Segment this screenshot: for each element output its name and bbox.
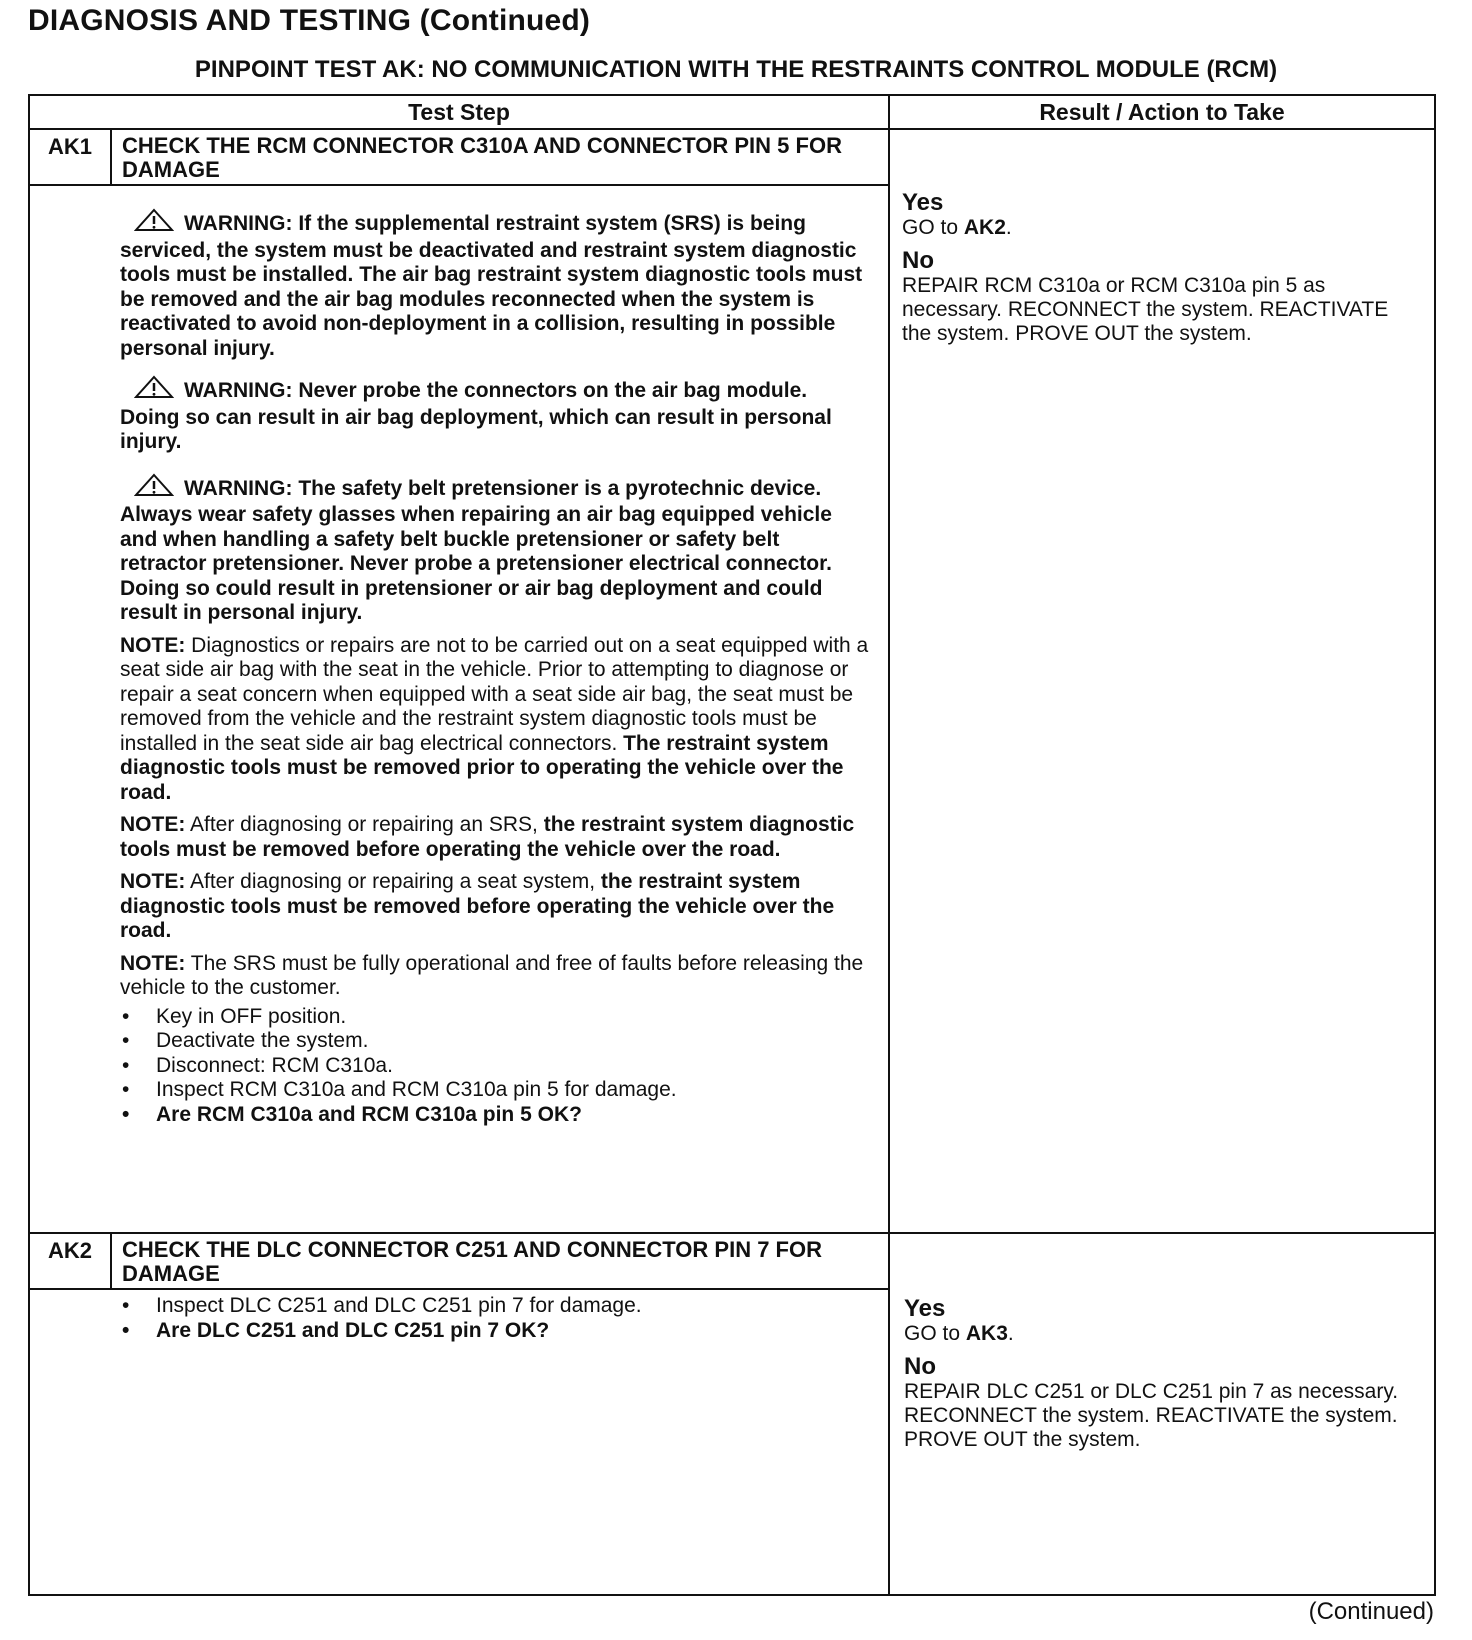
ak2-id-divider [110,1232,112,1290]
yes-text-end: . [1007,1322,1014,1345]
list-item: • Disconnect: RCM C310a. [120,1054,870,1079]
ak2-title-divider [30,1288,888,1290]
ak1-title-divider [30,184,888,186]
ak2-no-action: REPAIR DLC C251 or DLC C251 pin 7 as necessary. RECONNECT the system. REACTIVATE the system. PROVE OUT the system. [904,1380,1399,1451]
yes-text: GO to [904,1322,966,1345]
ak1-id-divider [110,128,112,186]
continued-footer: (Continued) [1308,1598,1434,1625]
ak1-note-srs [120,813,870,862]
ak2-step-id: AK2 [47,1238,92,1263]
note-text: After diagnosing or repairing a seat system, [185,870,601,893]
yes-target-step: AK3 [965,1322,1008,1345]
yes-text: GO to [902,216,964,239]
ak2-no-label: No [904,1353,936,1380]
ak2-step-title: CHECK THE DLC CONNECTOR C251 AND CONNECTOR PIN 7 FOR DAMAGE [122,1237,822,1286]
page-title: DIAGNOSIS AND TESTING (Continued) [28,4,591,37]
yes-target-step: AK2 [963,216,1006,239]
ak1-question: • Are RCM C310a and RCM C310a pin 5 OK? [120,1103,870,1128]
ak2-row-divider [30,1232,1434,1234]
pinpoint-test-title: PINPOINT TEST AK: NO COMMUNICATION WITH THE RESTRAINTS CONTROL MODULE (RCM) [194,56,1278,83]
pinpoint-test-table [28,94,1436,1596]
note-text: The SRS must be fully operational and free of faults before releasing the vehicle to the customer. [120,951,864,999]
ak2-bullet-list [120,1294,870,1343]
ak1-yes-label: Yes [902,189,944,216]
ak1-no-action: REPAIR RCM C310a or RCM C310a pin 5 as necessary. RECONNECT the system. REACTIVATE the system. PROVE OUT the system. [902,274,1389,345]
ak1-bullet-list [120,1005,870,1128]
ak1-yes-action [902,216,1422,240]
note-label: NOTE: [120,951,186,975]
note-label: NOTE: [120,870,186,893]
ak2-step-body [120,1294,870,1343]
note-text: Diagnostics or repairs are not to be carried out on a seat equipped with a seat side air bag with the seat in the vehicle. Prior to attempting to diagnose or repair a seat concern when equipped with a seat side air bag, the seat must be removed from the vehicle and the restraint system diagnostic tools must be installed in the seat side air bag electrical connectors. [120,633,869,755]
note-label: NOTE: [120,633,186,657]
warning-triangle-icon [134,473,174,504]
note-bold-text: the restraint system diagnostic tools must be removed before operating the vehicle over the road. [120,870,835,942]
ak1-warning-srs-text: WARNING: If the supplemental restraint system (SRS) is being serviced, the system must be deactivated and restraint system diagnostic tools must be installed. The air bag restraint system diagnostic tools must be removed and the air bag modules reconnected when the system is reactivated to avoid non-deployment in a collision, resulting in possible personal injury. [120,212,863,360]
ak1-no-label: No [902,247,934,274]
ak2-result [904,1296,1424,1452]
yes-text-end: . [1005,216,1012,239]
list-item: • Deactivate the system. [120,1029,870,1054]
ak2-yes-label: Yes [904,1295,946,1322]
ak1-warning-pretensioner [120,473,870,626]
ak1-warning-pretensioner-text: WARNING: The safety belt pretensioner is a pyrotechnic device. Always wear safety glasses when repairing an air bag equipped vehicle and when handling a safety belt buckle pretensioner or safety belt retractor pretensioner. Never probe a pretensioner electrical connector. Doing so could result in pretensioner or air bag deployment and could result in personal injury. [120,476,832,624]
note-text: After diagnosing or repairing an SRS, [185,813,544,836]
list-item: • Inspect RCM C310a and RCM C310a pin 5 for damage. [120,1078,870,1103]
note-bold-text: The restraint system diagnostic tools must be removed prior to operating the vehicle over the road. [120,731,844,804]
column-divider [888,96,890,1594]
warning-triangle-icon [134,375,174,406]
ak1-warning-srs [120,208,870,361]
ak1-step-title: CHECK THE RCM CONNECTOR C310A AND CONNECTOR PIN 5 FOR DAMAGE [122,133,842,182]
header-test-step: Test Step [408,99,510,125]
note-label: NOTE: [120,813,186,836]
ak1-step-id: AK1 [47,134,92,159]
list-item: • Inspect DLC C251 and DLC C251 pin 7 for damage. [120,1294,870,1319]
warning-triangle-icon [134,208,174,239]
ak1-warning-probe [120,375,870,455]
ak1-note-seat-side [120,634,870,806]
ak1-note-seat-system [120,870,870,944]
header-result: Result / Action to Take [1039,99,1285,125]
ak1-result [902,190,1422,346]
ak1-warning-probe-text: WARNING: Never probe the connectors on the air bag module. Doing so can result in air bag deployment, which can result in personal injury. [120,379,832,453]
ak1-step-body [120,208,870,1127]
note-bold-text: the restraint system diagnostic tools must be removed before operating the vehicle over the road. [120,813,855,861]
ak2-question: • Are DLC C251 and DLC C251 pin 7 OK? [120,1319,870,1344]
list-item: • Key in OFF position. [120,1005,870,1030]
ak1-note-operational [120,952,870,1001]
ak2-yes-action [904,1322,1424,1346]
